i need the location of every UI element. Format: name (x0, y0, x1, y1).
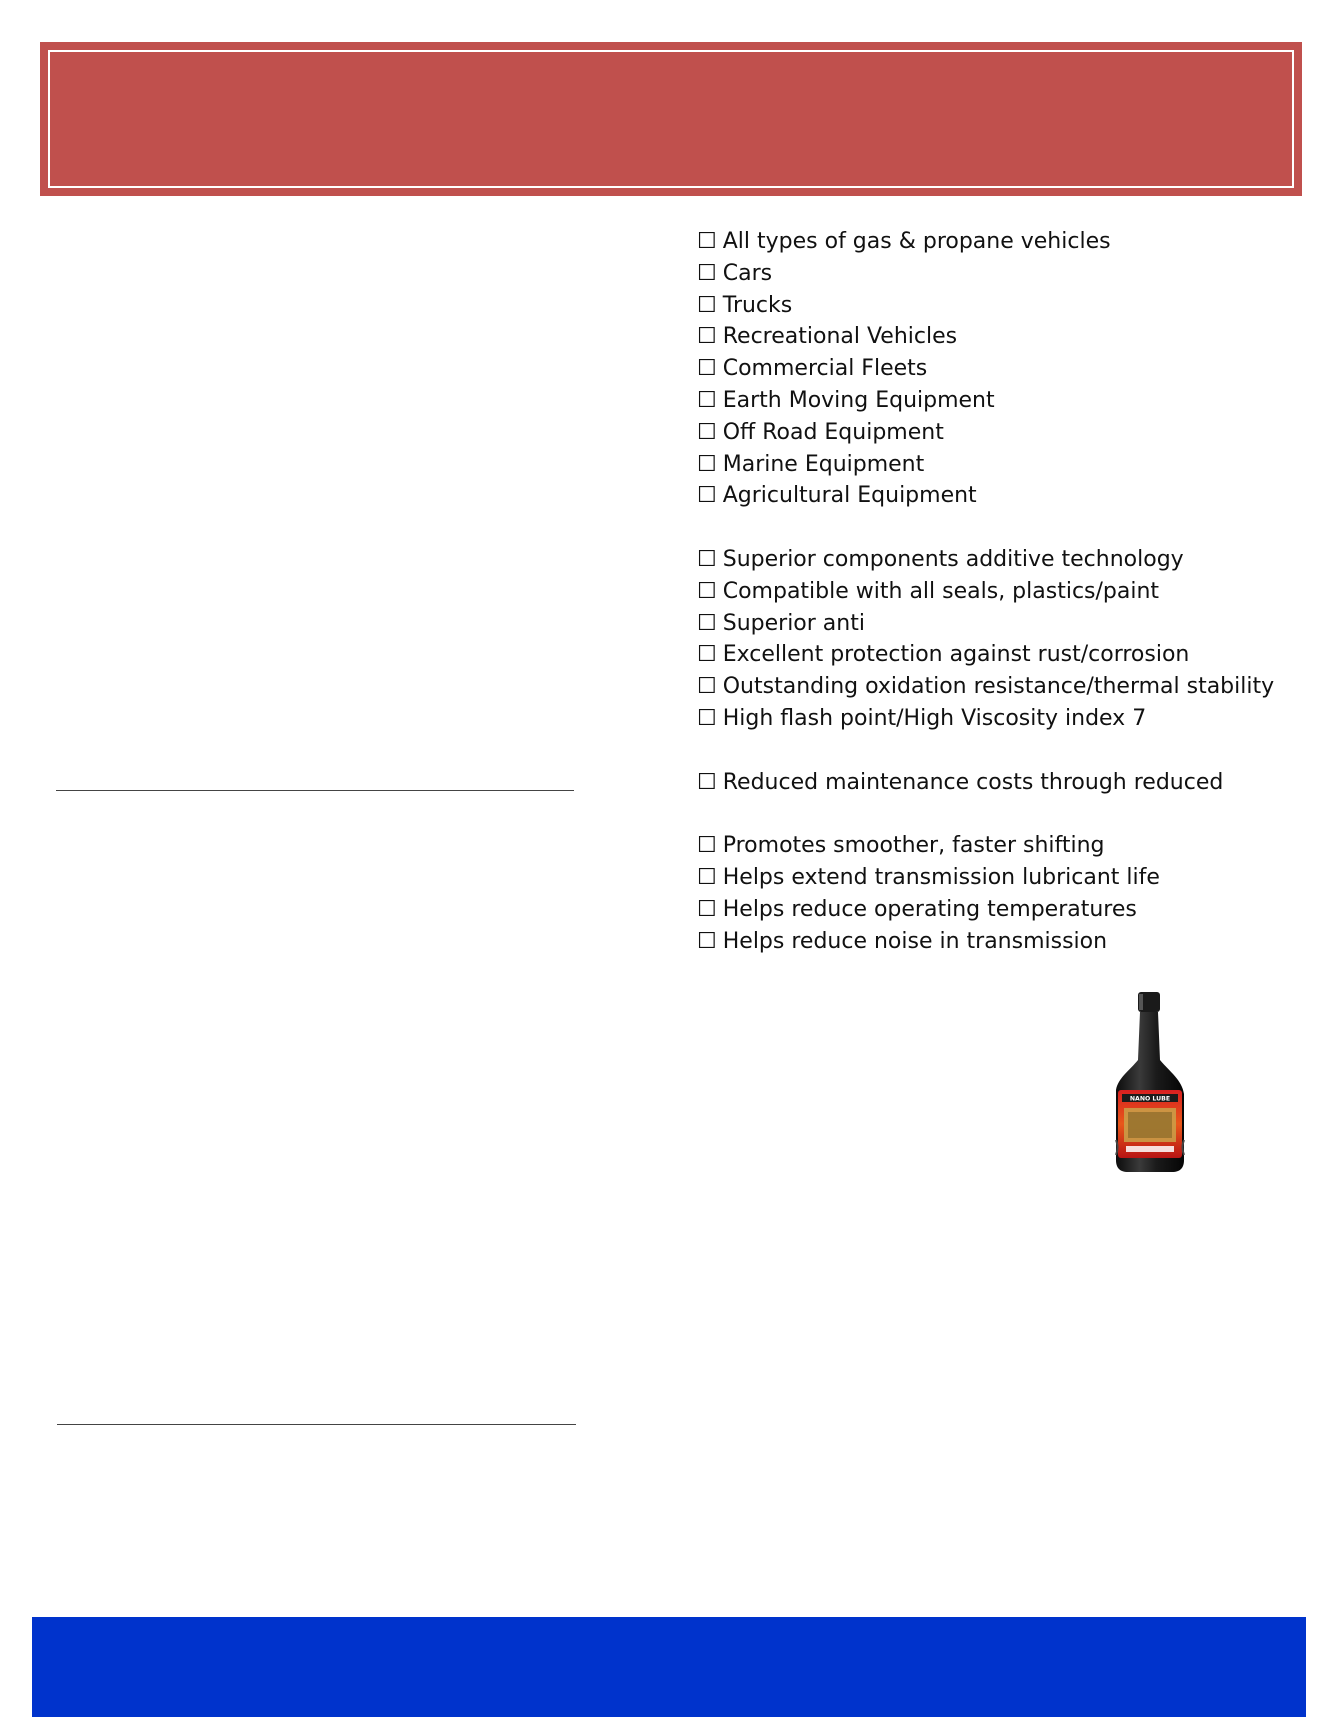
checkbox-icon: ☐ (697, 324, 717, 350)
application-item: ☐ Marine Equipment (697, 451, 925, 477)
list-spacer (697, 735, 1317, 767)
checkbox-icon: ☐ (697, 705, 717, 731)
application-item: ☐ Commercial Fleets (697, 356, 928, 382)
checkbox-icon: ☐ (697, 546, 717, 572)
checkbox-icon: ☐ (697, 769, 717, 795)
application-item: ☐ Trucks (697, 292, 793, 318)
header-band (40, 42, 1302, 196)
header-inner-border (48, 50, 1294, 188)
savings-item: ☐ Reduced maintenance costs through reduced (697, 769, 1224, 795)
lubricant-bottle-icon (1110, 990, 1190, 1175)
checkbox-icon: ☐ (697, 229, 717, 254)
checkbox-icon: ☐ (697, 260, 717, 286)
feature-item: ☐ Compatible with all seals, plastics/paint (697, 578, 1160, 604)
feature-item: ☐ High flash point/High Viscosity index 7 (697, 705, 1147, 731)
benefit-item: ☐ Helps reduce operating temperatures (697, 896, 1137, 922)
benefit-item: ☐ Helps reduce noise in transmission (697, 928, 1108, 954)
benefit-item: ☐ Promotes smoother, faster shifting (697, 833, 1105, 859)
checkbox-icon: ☐ (697, 387, 717, 413)
list-spacer (697, 798, 1317, 830)
application-item: ☐ All types of gas & propane vehicles (697, 229, 1111, 254)
checkbox-icon: ☐ (697, 864, 717, 890)
svg-text:NANO LUBE: NANO LUBE (1129, 1095, 1171, 1103)
checkbox-icon: ☐ (697, 451, 717, 477)
checkbox-icon: ☐ (697, 610, 717, 636)
checkbox-icon: ☐ (697, 833, 717, 859)
list-spacer (697, 512, 1317, 544)
checkbox-icon: ☐ (697, 483, 717, 509)
divider-line (57, 1424, 576, 1425)
checkbox-icon: ☐ (697, 578, 717, 604)
footer-band (32, 1617, 1306, 1717)
application-item: ☐ Agricultural Equipment (697, 483, 977, 509)
application-item: ☐ Recreational Vehicles (697, 324, 958, 350)
checkbox-icon: ☐ (697, 642, 717, 668)
checkbox-icon: ☐ (697, 419, 717, 445)
feature-item: ☐ Outstanding oxidation resistance/thermal stability (697, 674, 1275, 700)
checkbox-icon: ☐ (697, 356, 717, 382)
divider-line (56, 790, 574, 791)
feature-item: ☐ Superior components additive technology (697, 546, 1184, 572)
checkbox-icon: ☐ (697, 928, 717, 954)
checkbox-icon: ☐ (697, 896, 717, 922)
feature-item: ☐ Superior anti (697, 610, 865, 636)
benefit-item: ☐ Helps extend transmission lubricant life (697, 864, 1160, 890)
application-item: ☐ Cars (697, 260, 773, 286)
checkbox-icon: ☐ (697, 292, 717, 318)
application-item: ☐ Earth Moving Equipment (697, 387, 995, 413)
feature-list (697, 226, 1317, 957)
feature-item: ☐ Excellent protection against rust/corrosion (697, 642, 1190, 668)
checkbox-icon: ☐ (697, 674, 717, 700)
application-item: ☐ Off Road Equipment (697, 419, 944, 445)
